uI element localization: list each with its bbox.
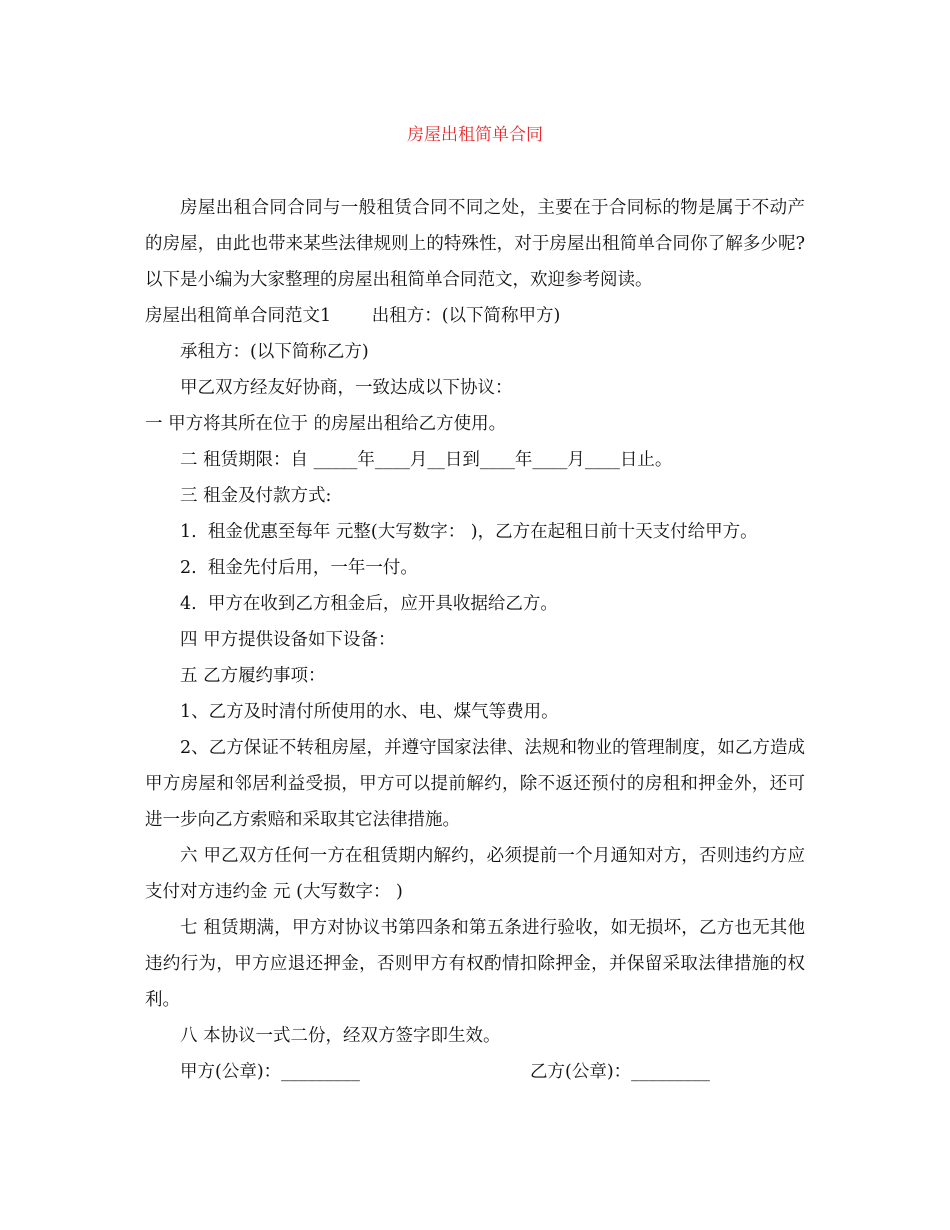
signature-party-a: 甲方(公章)：_________ [180,1062,360,1082]
document-body [145,190,805,1090]
signature-row [145,1054,805,1090]
clause-3-item-1: 1. 租金优惠至每年 元整(大写数字： )，乙方在起租日前十天支付给甲方。 [180,522,758,542]
clause-1: 一 甲方将其所在位于 的房屋出租给乙方使用。 [145,414,507,434]
clause-3: 三 租金及付款方式: [180,486,332,506]
clause-2: 二 租赁期限：自 _____年____月__日到____年____月____日止。 [180,450,673,470]
clause-7: 七 租赁期满，甲方对协议书第四条和第五条进行验收，如无损坏，乙方也无其他违约行为，甲方应退还押金，否则甲方有权酌情扣除押金，并保留采取法律措施的权利。 [145,918,805,1010]
clause-3-item-4: 4. 甲方在收到乙方租金后，应开具收据给乙方。 [180,594,558,614]
clause-4: 四 甲方提供设备如下设备： [180,630,396,650]
document-title: 房屋出租简单合同 [407,125,543,145]
clause-8: 八 本协议一式二份，经双方签字即生效。 [180,1026,501,1046]
lessee-line: 承租方：(以下简称乙方) [180,342,369,362]
agreement-line: 甲乙双方经友好协商，一致达成以下协议： [180,378,513,398]
intro-paragraph: 房屋出租合同合同与一般租赁合同不同之处，主要在于合同标的物是属于不动产的房屋，由此也带来某些法律规则上的特殊性，对于房屋出租简单合同你了解多少呢?以下是小编为大家整理的房屋出租简单合同范文，欢迎参考阅读。 [145,198,805,290]
sample-heading: 房屋出租简单合同范文1 出租方：(以下简称甲方) [145,306,561,326]
clause-6: 六 甲乙双方任何一方在租赁期内解约，必须提前一个月通知对方，否则违约方应支付对方违约金 元 (大写数字： ) [145,846,805,902]
clause-5-item-2: 2、乙方保证不转租房屋，并遵守国家法律、法规和物业的管理制度，如乙方造成甲方房屋和邻居利益受损，甲方可以提前解约，除不返还预付的房租和押金外，还可进一步向乙方索赔和采取其它法律措施。 [145,738,805,830]
clause-5: 五 乙方履约事项： [180,666,326,686]
signature-party-b: 乙方(公章)：_________ [530,1062,710,1082]
clause-3-item-2: 2. 租金先付后用，一年一付。 [180,558,418,578]
clause-5-item-1: 1、乙方及时清付所使用的水、电、煤气等费用。 [180,702,559,722]
